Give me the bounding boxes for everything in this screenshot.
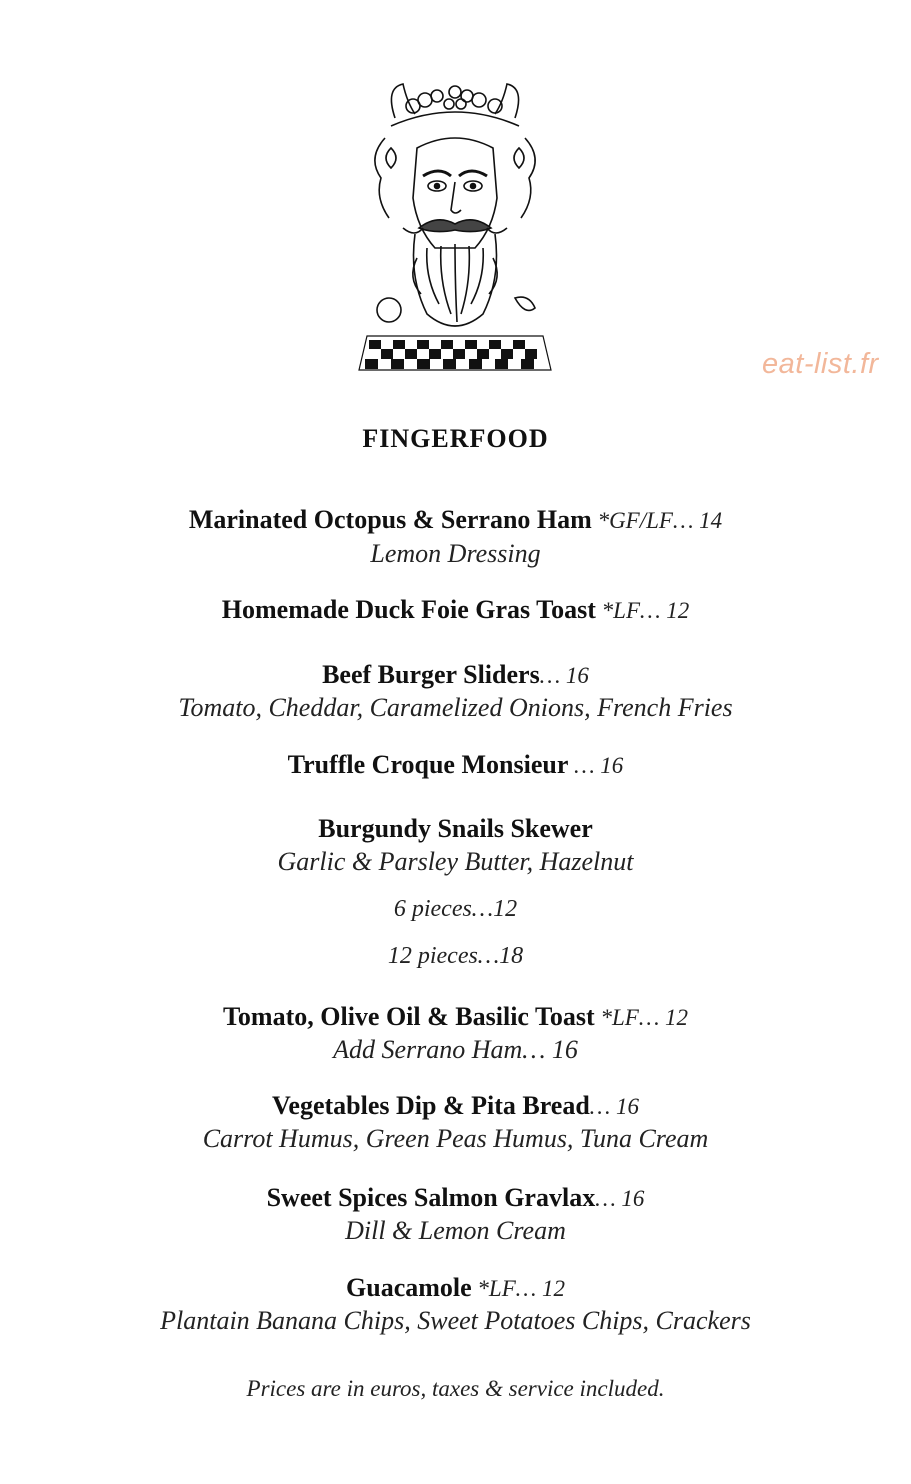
item-name: Vegetables Dip & Pita Bread — [272, 1091, 590, 1120]
item-name: Guacamole — [346, 1273, 472, 1302]
item-dietary-tag: *LF — [594, 1005, 639, 1030]
item-name: Truffle Croque Monsieur — [287, 750, 569, 779]
item-option: 12 pieces…18 — [387, 943, 524, 969]
item-description: Carrot Humus, Green Peas Humus, Tuna Cream — [202, 1124, 709, 1153]
item-price: … 16 — [589, 1094, 639, 1119]
item-description: Lemon Dressing — [370, 539, 541, 568]
item-name: Sweet Spices Salmon Gravlax — [266, 1183, 596, 1212]
item-price: … 12 — [515, 1276, 565, 1301]
item-description: Garlic & Parsley Butter, Hazelnut — [277, 847, 634, 876]
item-description: Tomato, Cheddar, Caramelized Onions, French Fries — [178, 693, 733, 722]
item-dietary-tag: *LF — [595, 598, 640, 623]
bearded-face-illustration — [355, 78, 555, 374]
menu-item-title — [0, 595, 911, 625]
item-price: … 12 — [640, 598, 690, 623]
item-description: Plantain Banana Chips, Sweet Potatoes Chips, Crackers — [160, 1306, 751, 1335]
item-price: … 12 — [638, 1005, 689, 1030]
menu-item-title — [0, 1183, 911, 1213]
menu-item-title — [0, 660, 911, 690]
item-name: Tomato, Olive Oil & Basilic Toast — [222, 1002, 595, 1031]
item-option: 6 pieces…12 — [393, 896, 518, 922]
item-description: Dill & Lemon Cream — [345, 1216, 566, 1245]
watermark-text: eat-list.fr — [762, 348, 879, 380]
menu-item-title — [0, 1002, 911, 1032]
item-name: Homemade Duck Foie Gras Toast — [221, 595, 596, 624]
item-name: Beef Burger Sliders — [322, 660, 540, 689]
menu-item-title — [0, 1273, 911, 1303]
menu-item-title — [0, 750, 911, 780]
item-price: … 16 — [568, 753, 624, 778]
section-title: FINGERFOOD — [362, 424, 549, 453]
restaurant-logo — [355, 78, 555, 374]
item-price: … 14 — [672, 508, 723, 533]
menu-item-title — [0, 505, 911, 535]
menu-item-title — [0, 814, 911, 844]
item-dietary-tag: *GF/LF — [591, 508, 673, 533]
item-dietary-tag: *LF — [471, 1276, 516, 1301]
item-price: … 16 — [539, 663, 589, 688]
item-name: Burgundy Snails Skewer — [318, 814, 593, 843]
item-name: Marinated Octopus & Serrano Ham — [188, 505, 592, 534]
item-price: … 16 — [595, 1186, 645, 1211]
menu-item-title — [0, 1091, 911, 1121]
item-description: Add Serrano Ham… 16 — [333, 1035, 578, 1064]
price-note: Prices are in euros, taxes & service included. — [246, 1376, 665, 1401]
